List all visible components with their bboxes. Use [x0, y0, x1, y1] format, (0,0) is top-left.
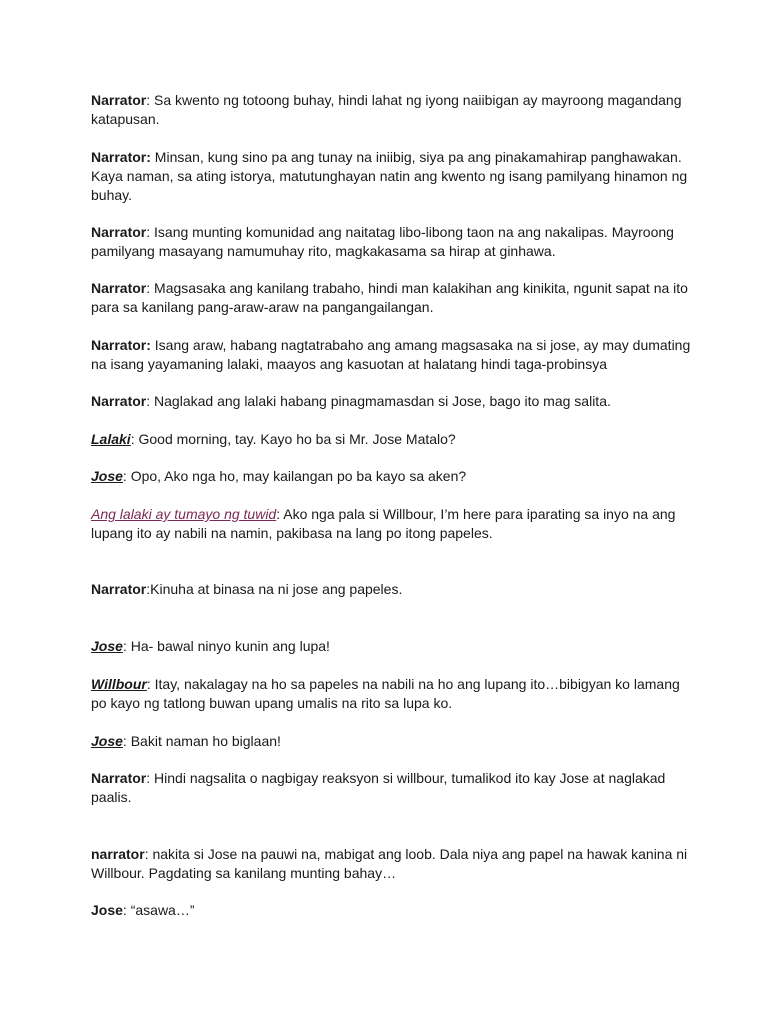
line-text: Ako nga pala si Willbour, I’m here para iparating sa inyo na ang lupang ito ay nabili na namin, pakibasa na lang po itong papeles.: [91, 506, 676, 541]
line-text: Opo, Ako nga ho, may kailangan po ba kayo sa aken?: [130, 468, 467, 484]
speaker-label: Narrator: [91, 581, 147, 597]
line-text: Itay, nakalagay na ho sa papeles na nabili na ho ang lupang ito…bibigyan ko lamang po kayo ng tatlong buwan upang umalis na rito sa lupa ko.: [91, 676, 680, 711]
speaker-label: narrator: [91, 846, 145, 862]
script-line: [91, 637, 691, 656]
script-line: [91, 580, 691, 599]
script-line: [91, 279, 691, 317]
script-line: [91, 769, 691, 807]
speaker-label: Narrator:: [91, 337, 151, 353]
script-line: [91, 91, 691, 129]
script-line: [91, 336, 691, 374]
script-line: [91, 845, 691, 883]
speaker-separator: :: [276, 506, 284, 522]
speaker-label: Narrator:: [91, 149, 151, 165]
line-text: Isang munting komunidad ang naitatag libo-libong taon na ang nakalipas. Mayroong pamilyang masayang namumuhay rito, magkakasama sa hirap at ginhawa.: [91, 224, 674, 259]
speaker-separator: :: [146, 676, 155, 692]
speaker-separator: :: [146, 581, 151, 597]
line-text: Magsasaka ang kanilang trabaho, hindi man kalakihan ang kinikita, ngunit sapat na ito para sa kanilang pang-araw-araw na pangangailangan.: [91, 280, 688, 315]
line-text: Ha- bawal ninyo kunin ang lupa!: [130, 638, 330, 654]
speaker-label: Jose: [91, 902, 123, 918]
script-line: [91, 223, 691, 261]
speaker-separator: :: [146, 770, 155, 786]
speaker-label: Jose: [91, 638, 123, 654]
speaker-separator: :: [122, 902, 131, 918]
speaker-separator: :: [146, 393, 155, 409]
line-text: nakita si Jose na pauwi na, mabigat ang loob. Dala niya ang papel na hawak kanina ni Willbour. Pagdating sa kanilang munting bahay…: [91, 846, 688, 881]
speaker-label: Willbour: [91, 676, 147, 692]
script-line: [91, 430, 691, 449]
speaker-separator: :: [130, 431, 139, 447]
script-line: [91, 467, 691, 486]
stage-direction: Ang lalaki ay tumayo ng tuwid: [91, 506, 277, 522]
line-text: “asawa…”: [130, 902, 195, 918]
speaker-separator: :: [146, 280, 155, 296]
line-text: Good morning, tay. Kayo ho ba si Mr. Jose Matalo?: [138, 431, 456, 447]
speaker-separator: :: [144, 846, 153, 862]
speaker-label: Lalaki: [91, 431, 131, 447]
line-text: Bakit naman ho biglaan!: [130, 733, 281, 749]
speaker-separator: :: [122, 468, 131, 484]
speaker-label: Narrator: [91, 92, 147, 108]
speaker-label: Narrator: [91, 770, 147, 786]
script-line: [91, 901, 691, 920]
script-line: [91, 732, 691, 751]
line-text: Naglakad ang lalaki habang pinagmamasdan si Jose, bago ito mag salita.: [154, 393, 611, 409]
speaker-label: Jose: [91, 468, 123, 484]
script-line: [91, 148, 691, 205]
speaker-separator: :: [122, 733, 131, 749]
line-text: Isang araw, habang nagtatrabaho ang amang magsasaka na si jose, ay may dumating na isang yayamaning lalaki, maayos ang kasuotan at halatang hindi taga-probinsya: [91, 337, 691, 372]
speaker-label: Narrator: [91, 224, 147, 240]
line-text: Sa kwento ng totoong buhay, hindi lahat ng iyong naiibigan ay mayroong magandang katapusan.: [91, 92, 682, 127]
speaker-label: Narrator: [91, 393, 147, 409]
script-line: [91, 675, 691, 713]
line-text: Hindi nagsalita o nagbigay reaksyon si willbour, tumalikod ito kay Jose at naglakad paalis.: [91, 770, 666, 805]
script-line: [91, 392, 691, 411]
script-line: [91, 505, 691, 543]
line-text: Kinuha at binasa na ni jose ang papeles.: [150, 581, 403, 597]
speaker-label: Jose: [91, 733, 123, 749]
speaker-separator: :: [146, 224, 155, 240]
speaker-label: Narrator: [91, 280, 147, 296]
line-text: Minsan, kung sino pa ang tunay na iniibig, siya pa ang pinakamahirap panghawakan. Kaya naman, sa ating istorya, matutunghayan natin ang kwento ng isang pamilyang hinamon ng buhay.: [91, 149, 688, 203]
speaker-separator: :: [146, 92, 155, 108]
speaker-separator: :: [122, 638, 131, 654]
